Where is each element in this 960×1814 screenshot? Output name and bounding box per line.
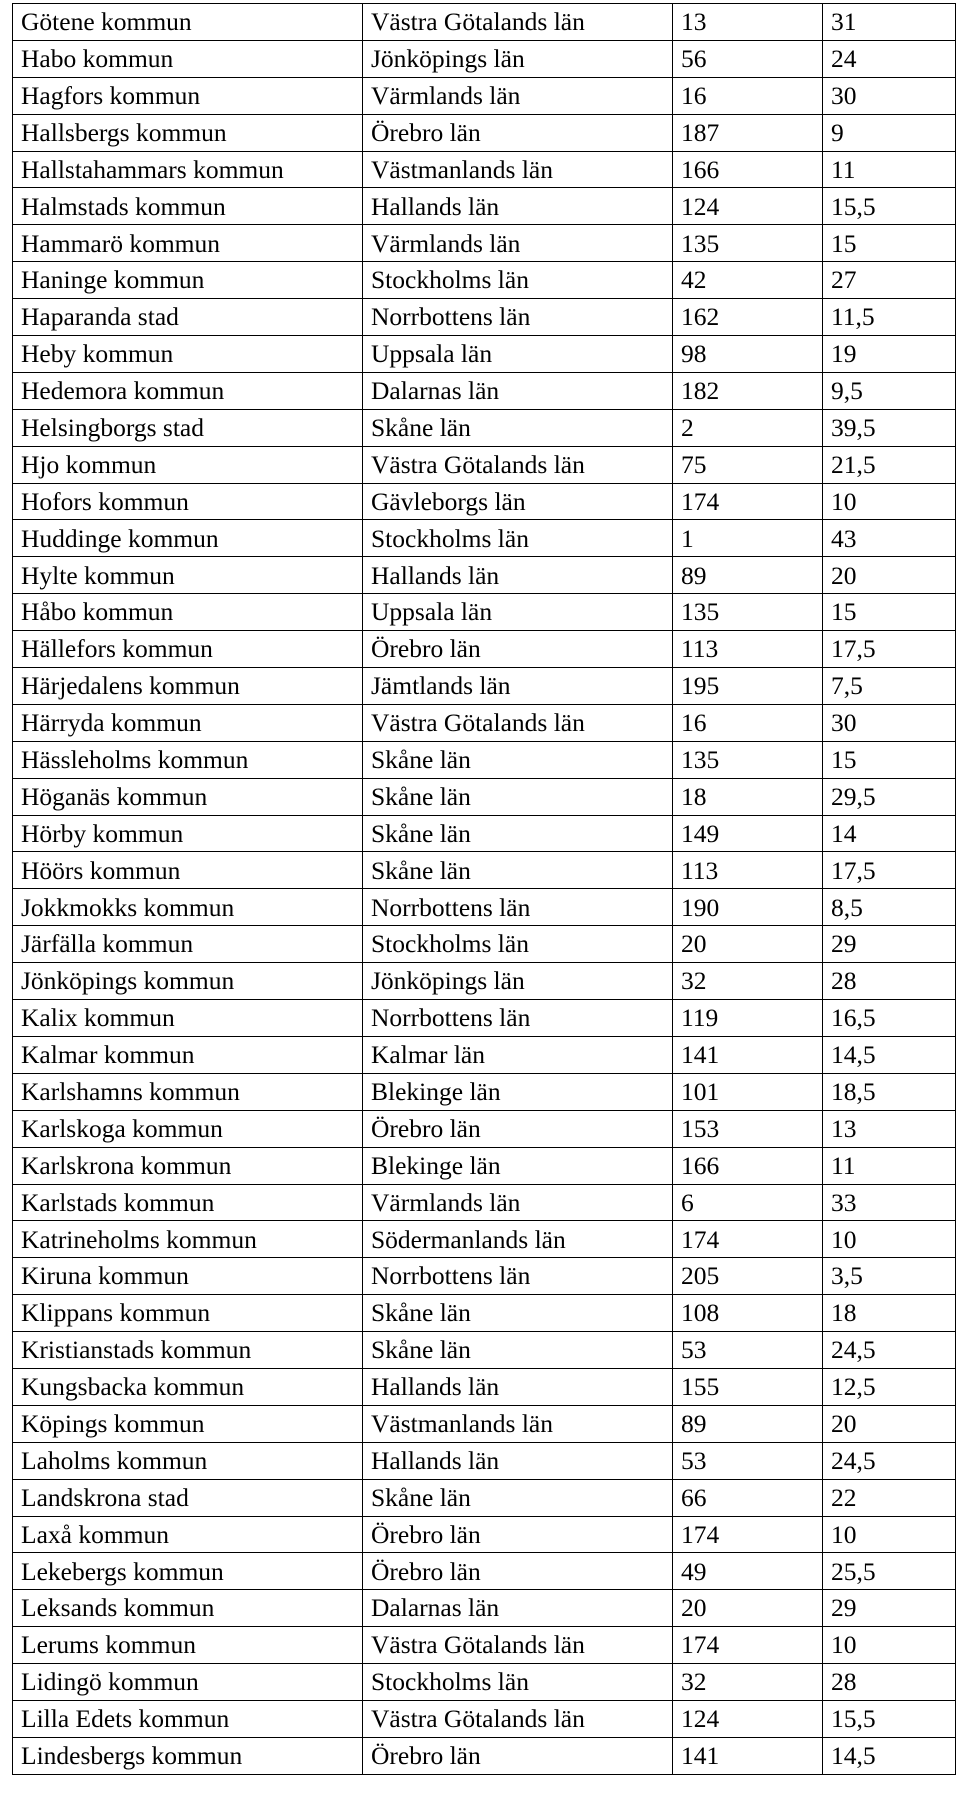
county-cell: Skåne län — [363, 409, 673, 446]
table-row — [13, 889, 956, 926]
score-cell: 13 — [823, 1110, 956, 1147]
rank-cell: 16 — [673, 77, 823, 114]
county-cell: Blekinge län — [363, 1147, 673, 1184]
municipality-cell: Karlskrona kommun — [13, 1147, 363, 1184]
score-cell: 12,5 — [823, 1368, 956, 1405]
table-row — [13, 1221, 956, 1258]
county-cell: Dalarnas län — [363, 372, 673, 409]
rank-cell: 53 — [673, 1332, 823, 1369]
rank-cell: 20 — [673, 926, 823, 963]
table-row — [13, 926, 956, 963]
municipality-cell: Hässleholms kommun — [13, 741, 363, 778]
rank-cell: 174 — [673, 1221, 823, 1258]
rank-cell: 187 — [673, 114, 823, 151]
score-cell: 15,5 — [823, 1700, 956, 1737]
table-row — [13, 372, 956, 409]
municipality-cell: Huddinge kommun — [13, 520, 363, 557]
score-cell: 24 — [823, 40, 956, 77]
score-cell: 14,5 — [823, 1036, 956, 1073]
municipality-cell: Hjo kommun — [13, 446, 363, 483]
score-cell: 11 — [823, 151, 956, 188]
rank-cell: 124 — [673, 1700, 823, 1737]
table-row — [13, 262, 956, 299]
municipality-cell: Lidingö kommun — [13, 1664, 363, 1701]
rank-cell: 141 — [673, 1036, 823, 1073]
table-row — [13, 631, 956, 668]
table-row — [13, 778, 956, 815]
table-row — [13, 1036, 956, 1073]
score-cell: 20 — [823, 1405, 956, 1442]
county-cell: Stockholms län — [363, 1664, 673, 1701]
municipality-cell: Kungsbacka kommun — [13, 1368, 363, 1405]
table-row — [13, 77, 956, 114]
county-cell: Örebro län — [363, 1110, 673, 1147]
table-row — [13, 40, 956, 77]
municipality-cell: Hörby kommun — [13, 815, 363, 852]
municipality-cell: Hallstahammars kommun — [13, 151, 363, 188]
rank-cell: 42 — [673, 262, 823, 299]
municipality-cell: Habo kommun — [13, 40, 363, 77]
rank-cell: 141 — [673, 1737, 823, 1774]
municipality-cell: Härryda kommun — [13, 704, 363, 741]
score-cell: 10 — [823, 483, 956, 520]
municipality-cell: Halmstads kommun — [13, 188, 363, 225]
score-cell: 10 — [823, 1221, 956, 1258]
table-row — [13, 520, 956, 557]
municipality-cell: Höörs kommun — [13, 852, 363, 889]
rank-cell: 53 — [673, 1442, 823, 1479]
table-row — [13, 1000, 956, 1037]
county-cell: Kalmar län — [363, 1036, 673, 1073]
table-row — [13, 4, 956, 41]
county-cell: Örebro län — [363, 631, 673, 668]
score-cell: 8,5 — [823, 889, 956, 926]
county-cell: Stockholms län — [363, 262, 673, 299]
rank-cell: 166 — [673, 151, 823, 188]
municipality-cell: Järfälla kommun — [13, 926, 363, 963]
table-row — [13, 151, 956, 188]
score-cell: 19 — [823, 336, 956, 373]
municipality-cell: Helsingborgs stad — [13, 409, 363, 446]
table-row — [13, 114, 956, 151]
score-cell: 15 — [823, 225, 956, 262]
municipality-cell: Karlshamns kommun — [13, 1073, 363, 1110]
rank-cell: 16 — [673, 704, 823, 741]
county-cell: Skåne län — [363, 778, 673, 815]
table-row — [13, 594, 956, 631]
county-cell: Norrbottens län — [363, 1000, 673, 1037]
municipality-cell: Hällefors kommun — [13, 631, 363, 668]
county-cell: Norrbottens län — [363, 299, 673, 336]
rank-cell: 18 — [673, 778, 823, 815]
rank-cell: 66 — [673, 1479, 823, 1516]
county-cell: Jämtlands län — [363, 668, 673, 705]
municipality-cell: Katrineholms kommun — [13, 1221, 363, 1258]
score-cell: 31 — [823, 4, 956, 41]
municipality-cell: Haninge kommun — [13, 262, 363, 299]
rank-cell: 135 — [673, 594, 823, 631]
score-cell: 14,5 — [823, 1737, 956, 1774]
rank-cell: 13 — [673, 4, 823, 41]
table-row — [13, 704, 956, 741]
score-cell: 20 — [823, 557, 956, 594]
county-cell: Blekinge län — [363, 1073, 673, 1110]
table-row — [13, 188, 956, 225]
municipality-cell: Laholms kommun — [13, 1442, 363, 1479]
table-row — [13, 1664, 956, 1701]
score-cell: 24,5 — [823, 1442, 956, 1479]
table-row — [13, 1442, 956, 1479]
rank-cell: 149 — [673, 815, 823, 852]
table-row — [13, 1590, 956, 1627]
municipality-cell: Hedemora kommun — [13, 372, 363, 409]
table-row — [13, 668, 956, 705]
county-cell: Örebro län — [363, 1516, 673, 1553]
municipality-cell: Karlskoga kommun — [13, 1110, 363, 1147]
rank-cell: 155 — [673, 1368, 823, 1405]
rank-cell: 195 — [673, 668, 823, 705]
county-cell: Örebro län — [363, 1737, 673, 1774]
county-cell: Skåne län — [363, 815, 673, 852]
table-row — [13, 815, 956, 852]
municipality-table — [12, 3, 956, 1775]
rank-cell: 32 — [673, 963, 823, 1000]
table-row — [13, 1147, 956, 1184]
table-row — [13, 557, 956, 594]
county-cell: Västmanlands län — [363, 151, 673, 188]
score-cell: 11,5 — [823, 299, 956, 336]
score-cell: 30 — [823, 77, 956, 114]
county-cell: Hallands län — [363, 1368, 673, 1405]
rank-cell: 98 — [673, 336, 823, 373]
county-cell: Stockholms län — [363, 926, 673, 963]
county-cell: Örebro län — [363, 114, 673, 151]
rank-cell: 113 — [673, 631, 823, 668]
municipality-cell: Hallsbergs kommun — [13, 114, 363, 151]
municipality-cell: Lindesbergs kommun — [13, 1737, 363, 1774]
score-cell: 39,5 — [823, 409, 956, 446]
county-cell: Örebro län — [363, 1553, 673, 1590]
table-body — [13, 4, 956, 1775]
score-cell: 9 — [823, 114, 956, 151]
municipality-cell: Lekebergs kommun — [13, 1553, 363, 1590]
table-row — [13, 1184, 956, 1221]
table-row — [13, 1258, 956, 1295]
municipality-cell: Klippans kommun — [13, 1295, 363, 1332]
table-row — [13, 1627, 956, 1664]
table-row — [13, 409, 956, 446]
rank-cell: 1 — [673, 520, 823, 557]
rank-cell: 135 — [673, 225, 823, 262]
county-cell: Uppsala län — [363, 594, 673, 631]
county-cell: Värmlands län — [363, 225, 673, 262]
county-cell: Västra Götalands län — [363, 4, 673, 41]
score-cell: 28 — [823, 963, 956, 1000]
municipality-cell: Kiruna kommun — [13, 1258, 363, 1295]
score-cell: 9,5 — [823, 372, 956, 409]
county-cell: Värmlands län — [363, 77, 673, 114]
score-cell: 33 — [823, 1184, 956, 1221]
score-cell: 17,5 — [823, 631, 956, 668]
score-cell: 16,5 — [823, 1000, 956, 1037]
score-cell: 28 — [823, 1664, 956, 1701]
score-cell: 24,5 — [823, 1332, 956, 1369]
rank-cell: 6 — [673, 1184, 823, 1221]
municipality-cell: Heby kommun — [13, 336, 363, 373]
rank-cell: 56 — [673, 40, 823, 77]
score-cell: 10 — [823, 1516, 956, 1553]
rank-cell: 113 — [673, 852, 823, 889]
county-cell: Skåne län — [363, 741, 673, 778]
table-row — [13, 1405, 956, 1442]
municipality-cell: Håbo kommun — [13, 594, 363, 631]
municipality-cell: Karlstads kommun — [13, 1184, 363, 1221]
county-cell: Skåne län — [363, 852, 673, 889]
municipality-cell: Hammarö kommun — [13, 225, 363, 262]
municipality-cell: Lerums kommun — [13, 1627, 363, 1664]
municipality-cell: Kristianstads kommun — [13, 1332, 363, 1369]
county-cell: Värmlands län — [363, 1184, 673, 1221]
table-row — [13, 1737, 956, 1774]
rank-cell: 182 — [673, 372, 823, 409]
rank-cell: 89 — [673, 557, 823, 594]
rank-cell: 174 — [673, 483, 823, 520]
municipality-cell: Haparanda stad — [13, 299, 363, 336]
county-cell: Skåne län — [363, 1479, 673, 1516]
rank-cell: 205 — [673, 1258, 823, 1295]
municipality-cell: Kalmar kommun — [13, 1036, 363, 1073]
municipality-cell: Hofors kommun — [13, 483, 363, 520]
score-cell: 15 — [823, 741, 956, 778]
rank-cell: 101 — [673, 1073, 823, 1110]
municipality-cell: Härjedalens kommun — [13, 668, 363, 705]
score-cell: 18 — [823, 1295, 956, 1332]
county-cell: Gävleborgs län — [363, 483, 673, 520]
rank-cell: 49 — [673, 1553, 823, 1590]
score-cell: 25,5 — [823, 1553, 956, 1590]
rank-cell: 190 — [673, 889, 823, 926]
table-row — [13, 1700, 956, 1737]
score-cell: 30 — [823, 704, 956, 741]
table-row — [13, 1073, 956, 1110]
score-cell: 29 — [823, 1590, 956, 1627]
county-cell: Västra Götalands län — [363, 1627, 673, 1664]
municipality-cell: Lilla Edets kommun — [13, 1700, 363, 1737]
table-row — [13, 1516, 956, 1553]
county-cell: Dalarnas län — [363, 1590, 673, 1627]
county-cell: Norrbottens län — [363, 889, 673, 926]
rank-cell: 166 — [673, 1147, 823, 1184]
table-row — [13, 1110, 956, 1147]
county-cell: Uppsala län — [363, 336, 673, 373]
municipality-cell: Laxå kommun — [13, 1516, 363, 1553]
rank-cell: 162 — [673, 299, 823, 336]
county-cell: Jönköpings län — [363, 963, 673, 1000]
rank-cell: 174 — [673, 1516, 823, 1553]
score-cell: 27 — [823, 262, 956, 299]
score-cell: 15,5 — [823, 188, 956, 225]
score-cell: 11 — [823, 1147, 956, 1184]
county-cell: Västra Götalands län — [363, 1700, 673, 1737]
table-row — [13, 1368, 956, 1405]
score-cell: 29,5 — [823, 778, 956, 815]
table-row — [13, 336, 956, 373]
table-row — [13, 1479, 956, 1516]
score-cell: 10 — [823, 1627, 956, 1664]
municipality-cell: Jokkmokks kommun — [13, 889, 363, 926]
rank-cell: 32 — [673, 1664, 823, 1701]
table-row — [13, 299, 956, 336]
rank-cell: 124 — [673, 188, 823, 225]
score-cell: 3,5 — [823, 1258, 956, 1295]
table-row — [13, 1295, 956, 1332]
county-cell: Stockholms län — [363, 520, 673, 557]
score-cell: 15 — [823, 594, 956, 631]
municipality-cell: Köpings kommun — [13, 1405, 363, 1442]
rank-cell: 135 — [673, 741, 823, 778]
table-row — [13, 741, 956, 778]
rank-cell: 108 — [673, 1295, 823, 1332]
table-row — [13, 446, 956, 483]
county-cell: Jönköpings län — [363, 40, 673, 77]
municipality-cell: Landskrona stad — [13, 1479, 363, 1516]
table-row — [13, 225, 956, 262]
score-cell: 17,5 — [823, 852, 956, 889]
municipality-cell: Hylte kommun — [13, 557, 363, 594]
municipality-cell: Jönköpings kommun — [13, 963, 363, 1000]
county-cell: Södermanlands län — [363, 1221, 673, 1258]
rank-cell: 119 — [673, 1000, 823, 1037]
county-cell: Hallands län — [363, 1442, 673, 1479]
county-cell: Norrbottens län — [363, 1258, 673, 1295]
table-row — [13, 963, 956, 1000]
county-cell: Västmanlands län — [363, 1405, 673, 1442]
rank-cell: 174 — [673, 1627, 823, 1664]
score-cell: 7,5 — [823, 668, 956, 705]
county-cell: Hallands län — [363, 557, 673, 594]
table-row — [13, 852, 956, 889]
municipality-cell: Leksands kommun — [13, 1590, 363, 1627]
county-cell: Västra Götalands län — [363, 704, 673, 741]
rank-cell: 20 — [673, 1590, 823, 1627]
score-cell: 18,5 — [823, 1073, 956, 1110]
municipality-cell: Höganäs kommun — [13, 778, 363, 815]
rank-cell: 75 — [673, 446, 823, 483]
rank-cell: 2 — [673, 409, 823, 446]
municipality-cell: Hagfors kommun — [13, 77, 363, 114]
county-cell: Skåne län — [363, 1295, 673, 1332]
table-row — [13, 1332, 956, 1369]
score-cell: 14 — [823, 815, 956, 852]
score-cell: 21,5 — [823, 446, 956, 483]
municipality-cell: Götene kommun — [13, 4, 363, 41]
county-cell: Skåne län — [363, 1332, 673, 1369]
score-cell: 29 — [823, 926, 956, 963]
county-cell: Västra Götalands län — [363, 446, 673, 483]
table-row — [13, 1553, 956, 1590]
municipality-cell: Kalix kommun — [13, 1000, 363, 1037]
rank-cell: 89 — [673, 1405, 823, 1442]
county-cell: Hallands län — [363, 188, 673, 225]
score-cell: 43 — [823, 520, 956, 557]
score-cell: 22 — [823, 1479, 956, 1516]
rank-cell: 153 — [673, 1110, 823, 1147]
table-row — [13, 483, 956, 520]
